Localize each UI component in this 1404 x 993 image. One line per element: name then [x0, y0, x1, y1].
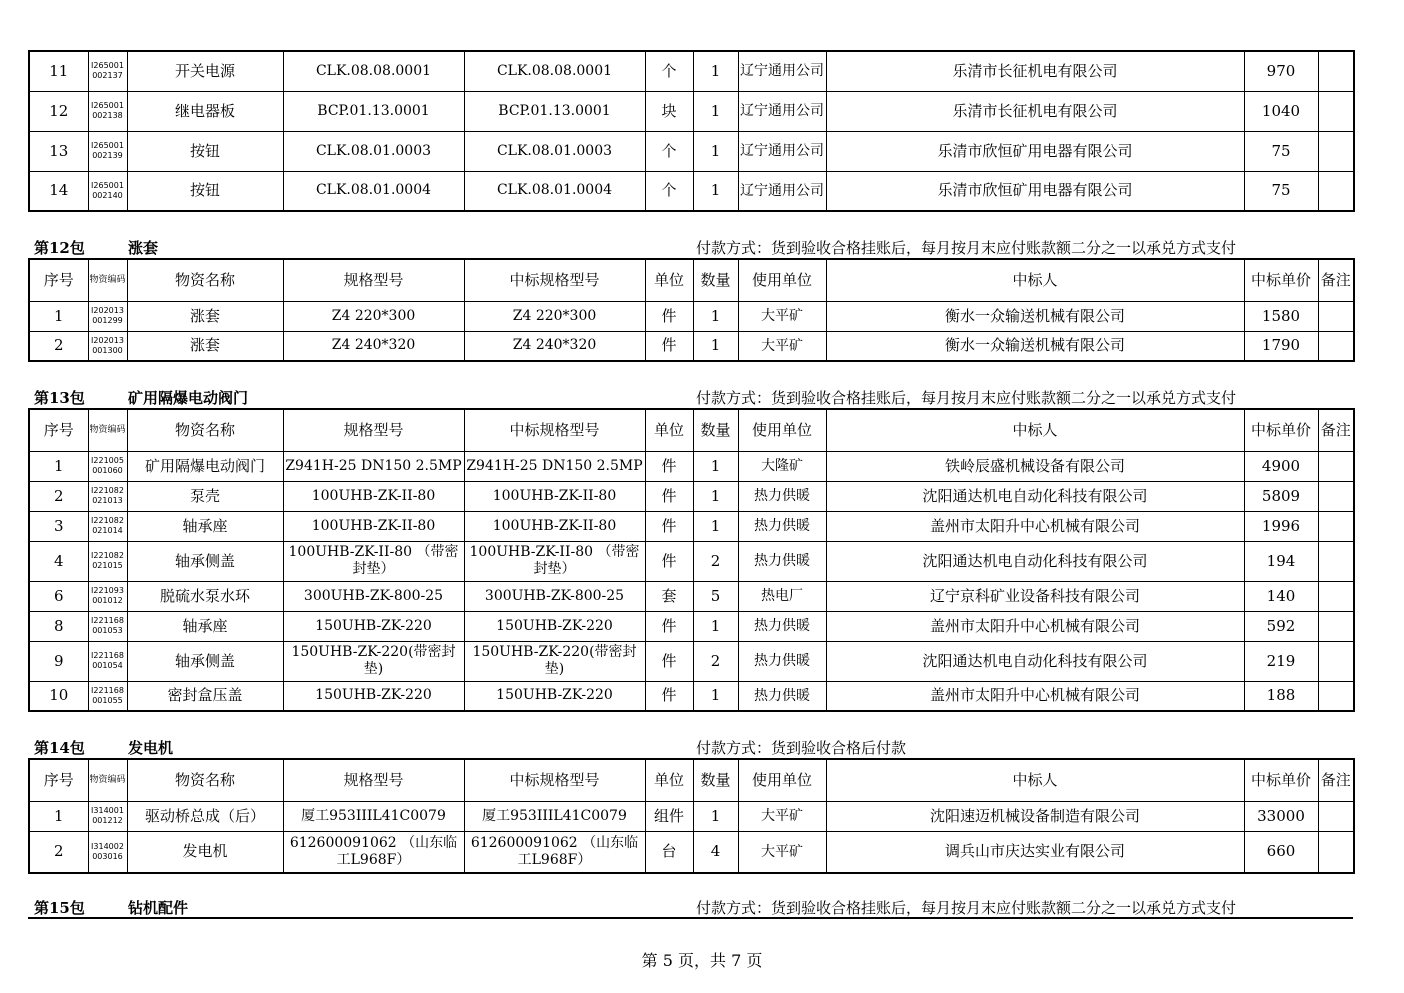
table-row — [29, 171, 1354, 211]
cell-seq: 2 — [29, 481, 88, 511]
cell-spec: Z4 240*320 — [283, 331, 464, 361]
payment-terms: 付款方式：货到验收合格挂账后，每月按月末应付账款额二分之一以承兑方式支付 — [696, 899, 1237, 917]
table-row — [29, 481, 1354, 511]
cell-bid-spec: Z4 220*300 — [464, 301, 645, 331]
payment-terms: 付款方式：货到验收合格挂账后，每月按月末应付账款额二分之一以承兑方式支付 — [696, 239, 1237, 257]
cell-code: I202013 001299 — [88, 301, 127, 331]
cell-note — [1318, 91, 1354, 131]
table-header-row — [29, 409, 1354, 451]
cell-price: 75 — [1244, 171, 1318, 211]
cell-spec: 厦工953IIIL41C0079 — [283, 801, 464, 831]
cell-unit: 件 — [645, 641, 693, 681]
package-table — [28, 408, 1353, 712]
cell-user: 辽宁通用公司 — [738, 51, 826, 91]
cell-seq: 13 — [29, 131, 88, 171]
table-row — [29, 301, 1354, 331]
table-header-row — [29, 259, 1354, 301]
cell-qty: 5 — [693, 581, 738, 611]
cell-user: 热力供暖 — [738, 641, 826, 681]
cell-unit: 件 — [645, 511, 693, 541]
header-note: 备注 — [1318, 259, 1354, 301]
cell-seq: 9 — [29, 641, 88, 681]
cell-user: 热力供暖 — [738, 541, 826, 581]
cell-seq: 12 — [29, 91, 88, 131]
cell-unit: 块 — [645, 91, 693, 131]
table-row — [29, 581, 1354, 611]
cell-winner: 沈阳通达机电自动化科技有限公司 — [826, 641, 1244, 681]
package-number: 第12包 — [34, 239, 85, 257]
cell-price: 1996 — [1244, 511, 1318, 541]
cell-user: 热电厂 — [738, 581, 826, 611]
cell-note — [1318, 681, 1354, 711]
cell-price: 660 — [1244, 831, 1318, 873]
cell-winner: 沈阳通达机电自动化科技有限公司 — [826, 541, 1244, 581]
cell-user: 热力供暖 — [738, 611, 826, 641]
cell-code: I221168 001054 — [88, 641, 127, 681]
header-unit: 单位 — [645, 759, 693, 801]
cell-price: 188 — [1244, 681, 1318, 711]
cell-price: 1580 — [1244, 301, 1318, 331]
cell-spec: 612600091062 （山东临工L968F） — [283, 831, 464, 873]
cell-unit: 个 — [645, 131, 693, 171]
cell-price: 1040 — [1244, 91, 1318, 131]
table-continued — [28, 50, 1353, 212]
cell-winner: 辽宁京科矿业设备科技有限公司 — [826, 581, 1244, 611]
package-header — [34, 238, 1354, 258]
cell-unit: 件 — [645, 301, 693, 331]
cell-bid-spec: BCP.01.13.0001 — [464, 91, 645, 131]
cell-user: 热力供暖 — [738, 511, 826, 541]
cell-unit: 组件 — [645, 801, 693, 831]
cell-seq: 8 — [29, 611, 88, 641]
header-name: 物资名称 — [127, 259, 283, 301]
cell-seq: 1 — [29, 801, 88, 831]
header-user: 使用单位 — [738, 759, 826, 801]
package-header — [34, 388, 1354, 408]
cell-bid-spec: Z941H-25 DN150 2.5MP — [464, 451, 645, 481]
cell-spec: 100UHB-ZK-II-80 （带密封垫） — [283, 541, 464, 581]
cell-user: 辽宁通用公司 — [738, 131, 826, 171]
cell-code: I314002 003016 — [88, 831, 127, 873]
table-row — [29, 331, 1354, 361]
package-title: 钻机配件 — [128, 899, 189, 917]
cell-user: 大平矿 — [738, 331, 826, 361]
cell-note — [1318, 511, 1354, 541]
header-user: 使用单位 — [738, 259, 826, 301]
cell-seq: 1 — [29, 451, 88, 481]
header-winner: 中标人 — [826, 759, 1244, 801]
cell-note — [1318, 801, 1354, 831]
cell-code: I265001 002138 — [88, 91, 127, 131]
cell-bid-spec: 150UHB-ZK-220(带密封垫) — [464, 641, 645, 681]
cell-winner: 乐清市长征机电有限公司 — [826, 51, 1244, 91]
cell-note — [1318, 481, 1354, 511]
cell-name: 按钮 — [127, 131, 283, 171]
cell-qty: 1 — [693, 681, 738, 711]
cell-name: 发电机 — [127, 831, 283, 873]
cell-qty: 1 — [693, 171, 738, 211]
cell-winner: 乐清市欣恒矿用电器有限公司 — [826, 131, 1244, 171]
cell-seq: 2 — [29, 331, 88, 361]
cell-qty: 1 — [693, 51, 738, 91]
cell-note — [1318, 51, 1354, 91]
cell-seq: 14 — [29, 171, 88, 211]
cell-note — [1318, 131, 1354, 171]
table-row — [29, 831, 1354, 873]
cell-note — [1318, 831, 1354, 873]
cell-winner: 调兵山市庆达实业有限公司 — [826, 831, 1244, 873]
package-header — [34, 898, 1354, 918]
cell-code: I221168 001055 — [88, 681, 127, 711]
cell-winner: 盖州市太阳升中心机械有限公司 — [826, 611, 1244, 641]
header-price: 中标单价 — [1244, 759, 1318, 801]
cell-user: 大平矿 — [738, 831, 826, 873]
cell-name: 开关电源 — [127, 51, 283, 91]
header-name: 物资名称 — [127, 409, 283, 451]
cell-bid-spec: 100UHB-ZK-II-80 — [464, 481, 645, 511]
cell-user: 大隆矿 — [738, 451, 826, 481]
cell-unit: 件 — [645, 451, 693, 481]
cell-code: I221082 021014 — [88, 511, 127, 541]
cell-bid-spec: Z4 240*320 — [464, 331, 645, 361]
cell-user: 大平矿 — [738, 301, 826, 331]
cell-code: I202013 001300 — [88, 331, 127, 361]
cell-qty: 1 — [693, 331, 738, 361]
cell-qty: 1 — [693, 301, 738, 331]
cell-qty: 1 — [693, 131, 738, 171]
cell-price: 4900 — [1244, 451, 1318, 481]
cell-bid-spec: 100UHB-ZK-II-80 （带密封垫） — [464, 541, 645, 581]
package-table — [28, 258, 1353, 362]
cell-code: I221082 021013 — [88, 481, 127, 511]
cell-unit: 件 — [645, 331, 693, 361]
cell-user: 热力供暖 — [738, 481, 826, 511]
cell-spec: Z941H-25 DN150 2.5MP — [283, 451, 464, 481]
header-unit: 单位 — [645, 409, 693, 451]
cell-code: I314001 001212 — [88, 801, 127, 831]
cell-winner: 铁岭辰盛机械设备有限公司 — [826, 451, 1244, 481]
table-header-row — [29, 759, 1354, 801]
cell-name: 涨套 — [127, 331, 283, 361]
cell-spec: CLK.08.01.0003 — [283, 131, 464, 171]
table-row — [29, 451, 1354, 481]
cell-qty: 1 — [693, 481, 738, 511]
cell-price: 75 — [1244, 131, 1318, 171]
cell-note — [1318, 451, 1354, 481]
header-bid-spec: 中标规格型号 — [464, 409, 645, 451]
cell-price: 140 — [1244, 581, 1318, 611]
cell-winner: 盖州市太阳升中心机械有限公司 — [826, 681, 1244, 711]
cell-seq: 4 — [29, 541, 88, 581]
header-qty: 数量 — [693, 409, 738, 451]
cell-note — [1318, 331, 1354, 361]
cell-spec: BCP.01.13.0001 — [283, 91, 464, 131]
package-title: 发电机 — [128, 739, 174, 757]
cell-winner: 盖州市太阳升中心机械有限公司 — [826, 511, 1244, 541]
cell-bid-spec: CLK.08.08.0001 — [464, 51, 645, 91]
header-unit: 单位 — [645, 259, 693, 301]
cell-bid-spec: 300UHB-ZK-800-25 — [464, 581, 645, 611]
cell-qty: 1 — [693, 451, 738, 481]
cell-qty: 1 — [693, 511, 738, 541]
cell-seq: 6 — [29, 581, 88, 611]
cell-seq: 3 — [29, 511, 88, 541]
table-row — [29, 51, 1354, 91]
cell-seq: 10 — [29, 681, 88, 711]
table-row — [29, 801, 1354, 831]
header-price: 中标单价 — [1244, 259, 1318, 301]
table-row — [29, 541, 1354, 581]
package-title: 涨套 — [128, 239, 159, 257]
cell-winner: 沈阳速迈机械设备制造有限公司 — [826, 801, 1244, 831]
cell-spec: 150UHB-ZK-220(带密封垫) — [283, 641, 464, 681]
header-code: 物资编码 — [88, 409, 127, 451]
cell-winner: 衡水一众输送机械有限公司 — [826, 301, 1244, 331]
payment-terms: 付款方式：货到验收合格后付款 — [696, 739, 907, 757]
cell-spec: Z4 220*300 — [283, 301, 464, 331]
cell-bid-spec: 612600091062 （山东临工L968F） — [464, 831, 645, 873]
table-row — [29, 511, 1354, 541]
cell-name: 按钮 — [127, 171, 283, 211]
cell-bid-spec: CLK.08.01.0003 — [464, 131, 645, 171]
package-number: 第15包 — [34, 899, 85, 917]
cell-seq: 11 — [29, 51, 88, 91]
cell-code: I265001 002139 — [88, 131, 127, 171]
header-spec: 规格型号 — [283, 759, 464, 801]
header-code: 物资编码 — [88, 759, 127, 801]
header-note: 备注 — [1318, 409, 1354, 451]
package-table — [28, 758, 1353, 874]
cell-spec: 300UHB-ZK-800-25 — [283, 581, 464, 611]
cell-qty: 2 — [693, 541, 738, 581]
cell-unit: 台 — [645, 831, 693, 873]
table-top-rule — [28, 917, 1353, 919]
header-price: 中标单价 — [1244, 409, 1318, 451]
header-seq: 序号 — [29, 409, 88, 451]
cell-unit: 个 — [645, 51, 693, 91]
cell-bid-spec: 厦工953IIIL41C0079 — [464, 801, 645, 831]
cell-user: 热力供暖 — [738, 681, 826, 711]
table-row — [29, 641, 1354, 681]
cell-unit: 套 — [645, 581, 693, 611]
header-qty: 数量 — [693, 259, 738, 301]
cell-name: 矿用隔爆电动阀门 — [127, 451, 283, 481]
table-row — [29, 131, 1354, 171]
cell-user: 大平矿 — [738, 801, 826, 831]
cell-price: 194 — [1244, 541, 1318, 581]
cell-price: 33000 — [1244, 801, 1318, 831]
cell-bid-spec: 150UHB-ZK-220 — [464, 611, 645, 641]
table-row — [29, 611, 1354, 641]
header-spec: 规格型号 — [283, 409, 464, 451]
cell-unit: 件 — [645, 541, 693, 581]
header-winner: 中标人 — [826, 259, 1244, 301]
header-note: 备注 — [1318, 759, 1354, 801]
table-row — [29, 91, 1354, 131]
cell-name: 继电器板 — [127, 91, 283, 131]
header-qty: 数量 — [693, 759, 738, 801]
cell-winner: 沈阳通达机电自动化科技有限公司 — [826, 481, 1244, 511]
header-user: 使用单位 — [738, 409, 826, 451]
cell-qty: 4 — [693, 831, 738, 873]
page-footer: 第 5 页，共 7 页 — [641, 951, 763, 970]
cell-bid-spec: 100UHB-ZK-II-80 — [464, 511, 645, 541]
cell-name: 密封盒压盖 — [127, 681, 283, 711]
cell-user: 辽宁通用公司 — [738, 171, 826, 211]
cell-note — [1318, 171, 1354, 211]
cell-code: I265001 002137 — [88, 51, 127, 91]
cell-name: 轴承侧盖 — [127, 541, 283, 581]
cell-user: 辽宁通用公司 — [738, 91, 826, 131]
cell-name: 泵壳 — [127, 481, 283, 511]
cell-seq: 2 — [29, 831, 88, 873]
cell-code: I221168 001053 — [88, 611, 127, 641]
cell-spec: 150UHB-ZK-220 — [283, 681, 464, 711]
cell-note — [1318, 541, 1354, 581]
cell-winner: 乐清市长征机电有限公司 — [826, 91, 1244, 131]
payment-terms: 付款方式：货到验收合格挂账后，每月按月末应付账款额二分之一以承兑方式支付 — [696, 389, 1237, 407]
package-header — [34, 738, 1354, 758]
package-title: 矿用隔爆电动阀门 — [128, 389, 249, 407]
header-name: 物资名称 — [127, 759, 283, 801]
cell-qty: 1 — [693, 91, 738, 131]
cell-unit: 件 — [645, 681, 693, 711]
header-bid-spec: 中标规格型号 — [464, 259, 645, 301]
cell-code: I221005 001060 — [88, 451, 127, 481]
cell-spec: CLK.08.01.0004 — [283, 171, 464, 211]
cell-price: 5809 — [1244, 481, 1318, 511]
cell-qty: 1 — [693, 611, 738, 641]
cell-name: 轴承座 — [127, 511, 283, 541]
cell-note — [1318, 581, 1354, 611]
cell-winner: 衡水一众输送机械有限公司 — [826, 331, 1244, 361]
cell-price: 592 — [1244, 611, 1318, 641]
cell-spec: 100UHB-ZK-II-80 — [283, 511, 464, 541]
cell-price: 1790 — [1244, 331, 1318, 361]
cell-bid-spec: 150UHB-ZK-220 — [464, 681, 645, 711]
cell-name: 轴承座 — [127, 611, 283, 641]
package-number: 第14包 — [34, 739, 85, 757]
header-winner: 中标人 — [826, 409, 1244, 451]
cell-note — [1318, 301, 1354, 331]
cell-spec: CLK.08.08.0001 — [283, 51, 464, 91]
header-seq: 序号 — [29, 259, 88, 301]
header-seq: 序号 — [29, 759, 88, 801]
cell-note — [1318, 641, 1354, 681]
cell-code: I265001 002140 — [88, 171, 127, 211]
header-bid-spec: 中标规格型号 — [464, 759, 645, 801]
table-row — [29, 681, 1354, 711]
header-spec: 规格型号 — [283, 259, 464, 301]
cell-name: 涨套 — [127, 301, 283, 331]
cell-code: I221082 021015 — [88, 541, 127, 581]
cell-seq: 1 — [29, 301, 88, 331]
cell-winner: 乐清市欣恒矿用电器有限公司 — [826, 171, 1244, 211]
cell-name: 轴承侧盖 — [127, 641, 283, 681]
cell-unit: 件 — [645, 611, 693, 641]
cell-spec: 100UHB-ZK-II-80 — [283, 481, 464, 511]
cell-name: 驱动桥总成（后） — [127, 801, 283, 831]
cell-code: I221093 001012 — [88, 581, 127, 611]
cell-bid-spec: CLK.08.01.0004 — [464, 171, 645, 211]
cell-name: 脱硫水泵水环 — [127, 581, 283, 611]
cell-qty: 1 — [693, 801, 738, 831]
package-number: 第13包 — [34, 389, 85, 407]
cell-qty: 2 — [693, 641, 738, 681]
cell-spec: 150UHB-ZK-220 — [283, 611, 464, 641]
cell-note — [1318, 611, 1354, 641]
cell-unit: 个 — [645, 171, 693, 211]
cell-price: 970 — [1244, 51, 1318, 91]
header-code: 物资编码 — [88, 259, 127, 301]
cell-price: 219 — [1244, 641, 1318, 681]
cell-unit: 件 — [645, 481, 693, 511]
